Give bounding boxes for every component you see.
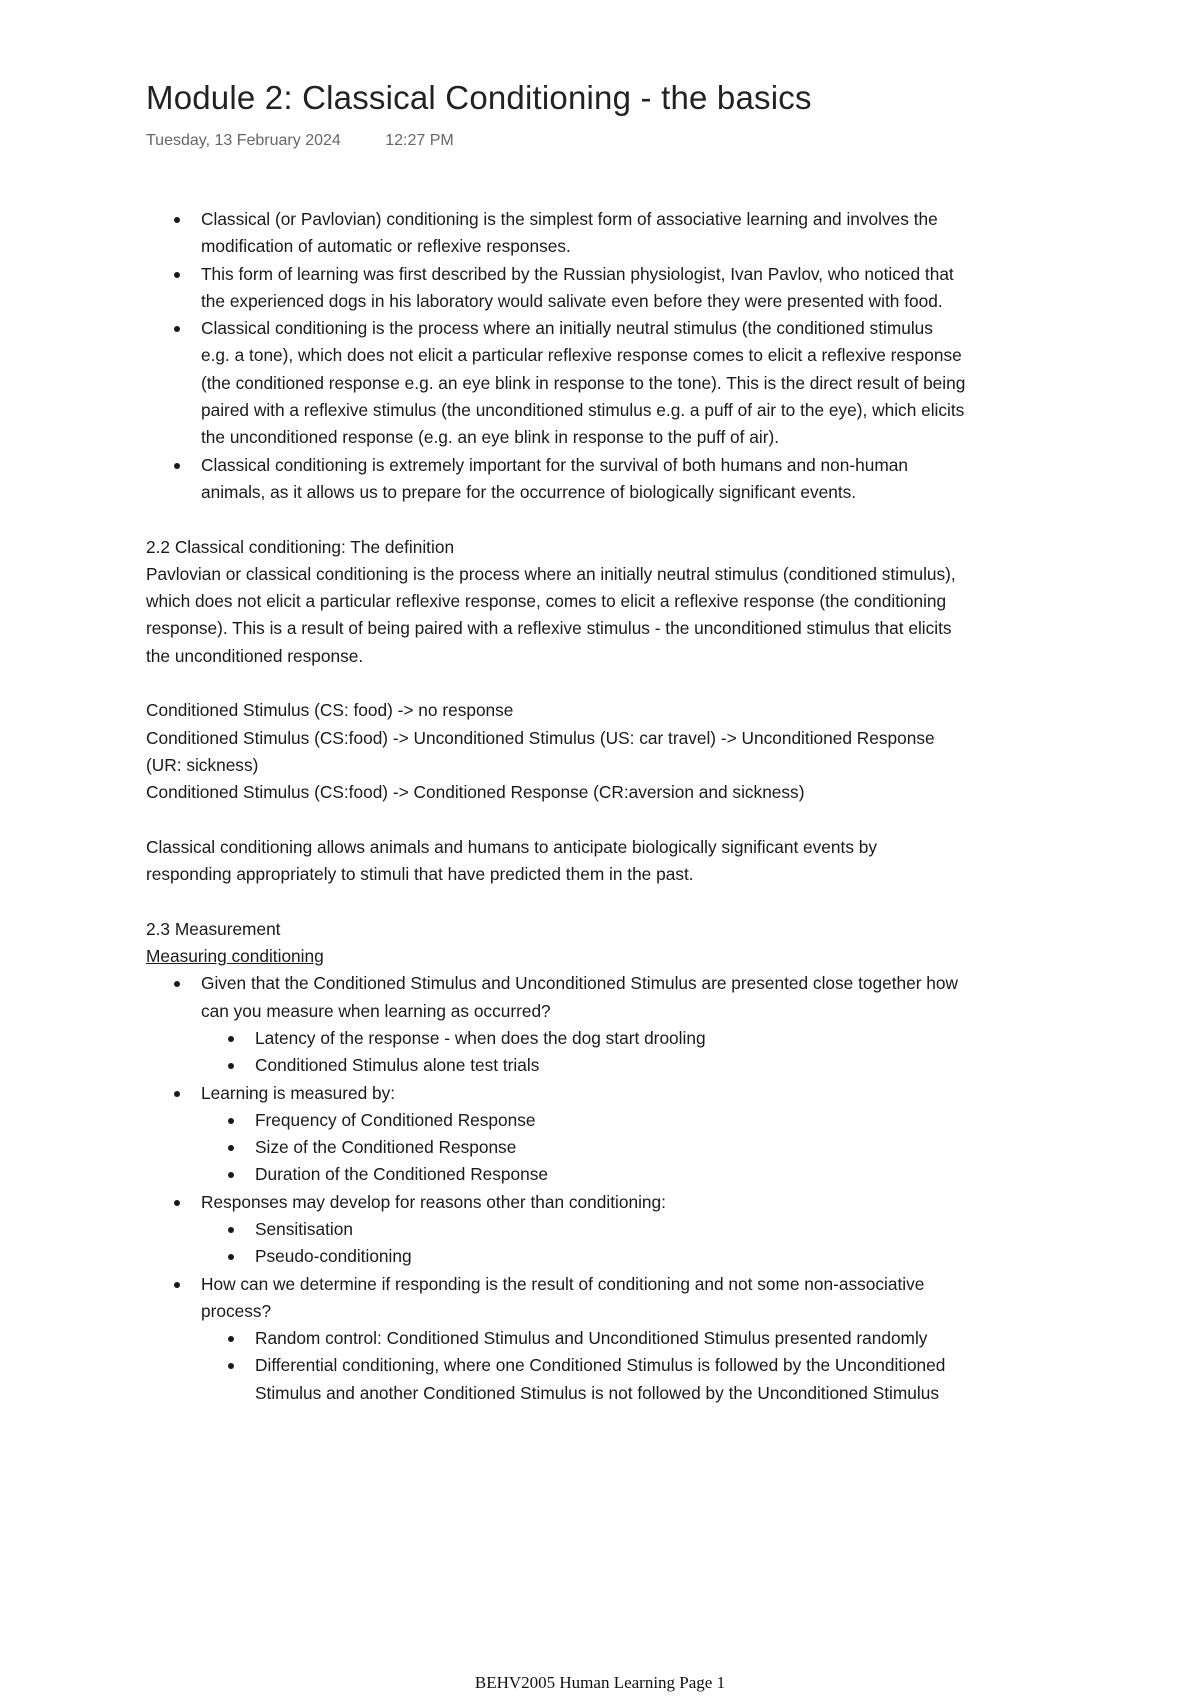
note-time: 12:27 PM [385,132,454,149]
list-item-text: Learning is measured by: [201,1082,396,1103]
list-item-text: Responses may develop for reasons other than conditioning: [201,1191,666,1212]
list-item-text: Given that the Conditioned Stimulus and Unconditioned Stimulus are presented close together how can you measure when learning as occurred? [201,973,958,1021]
example-line: Conditioned Stimulus (CS: food) -> no response [146,700,514,721]
sub-list-item: Differential conditioning, where one Conditioned Stimulus is followed by the Unconditioned Stimulus and another Conditioned Stimulus is not followed by the Unconditioned Stimulus [201,1352,966,1407]
section-heading: 2.3 Measurement [146,918,281,939]
intro-bullet-list [146,206,966,506]
sub-list [201,1216,966,1271]
definition-paragraph: Pavlovian or classical conditioning is the process where an initially neutral stimulus (conditioned stimulus), which does not elicit a particular reflexive response, comes to elicit a reflexive response (the conditioning response). This is a result of being paired with a reflexive stimulus - the unconditioned stimulus that elicits the unconditioned response. [146,563,956,666]
measurement-bullet-list [146,970,966,1407]
sub-list-item: Size of the Conditioned Response [201,1134,966,1161]
list-item [146,1189,966,1271]
sub-list [201,1107,966,1189]
list-item [146,1080,966,1189]
list-item: Classical conditioning is extremely important for the survival of both humans and non-human animals, as it allows us to prepare for the occurrence of biologically significant events. [146,452,966,507]
list-item: This form of learning was first described by the Russian physiologist, Ivan Pavlov, who noticed that the experienced dogs in his laboratory would salivate even before they were presented with food. [146,261,966,316]
subheading: Measuring conditioning [146,946,324,967]
page-footer: BEHV2005 Human Learning Page 1 [474,1673,726,1692]
sub-list-item: Pseudo-conditioning [201,1243,966,1270]
sub-list [201,1025,966,1080]
example-line: Conditioned Stimulus (CS:food) -> Conditioned Response (CR:aversion and sickness) [146,782,805,803]
note-timestamp [146,130,966,152]
page-title: Module 2: Classical Conditioning - the basics [146,79,812,116]
note-date: Tuesday, 13 February 2024 [146,132,341,149]
note-page [146,76,966,1407]
list-item: Classical conditioning is the process where an initially neutral stimulus (the conditioned stimulus e.g. a tone), which does not elicit a particular reflexive response comes to elicit a reflexive response (the conditioned response e.g. an eye blink in response to the tone). This is the direct result of being paired with a reflexive stimulus (the unconditioned stimulus e.g. a puff of air to the eye), which elicits the unconditioned response (e.g. an eye blink in response to the puff of air). [146,315,966,451]
sub-list-item: Duration of the Conditioned Response [201,1161,966,1188]
sub-list-item: Conditioned Stimulus alone test trials [201,1052,966,1079]
note-body [146,206,966,1407]
sub-list-item: Latency of the response - when does the dog start drooling [201,1025,966,1052]
section-heading: 2.2 Classical conditioning: The definition [146,536,455,557]
list-item-text: How can we determine if responding is the result of conditioning and not some non-associative process? [201,1273,925,1321]
sub-list-item: Sensitisation [201,1216,966,1243]
list-item [146,1271,966,1407]
list-item: Classical (or Pavlovian) conditioning is the simplest form of associative learning and involves the modification of automatic or reflexive responses. [146,206,966,261]
sub-list [201,1325,966,1407]
sub-list-item: Random control: Conditioned Stimulus and Unconditioned Stimulus presented randomly [201,1325,966,1352]
list-item [146,970,966,1079]
closing-paragraph: Classical conditioning allows animals and humans to anticipate biologically significant events by responding appropriately to stimuli that have predicted them in the past. [146,836,878,885]
sub-list-item: Frequency of Conditioned Response [201,1107,966,1134]
example-line: Conditioned Stimulus (CS:food) -> Unconditioned Stimulus (US: car travel) -> Unconditioned Response (UR: sickness) [146,727,935,775]
